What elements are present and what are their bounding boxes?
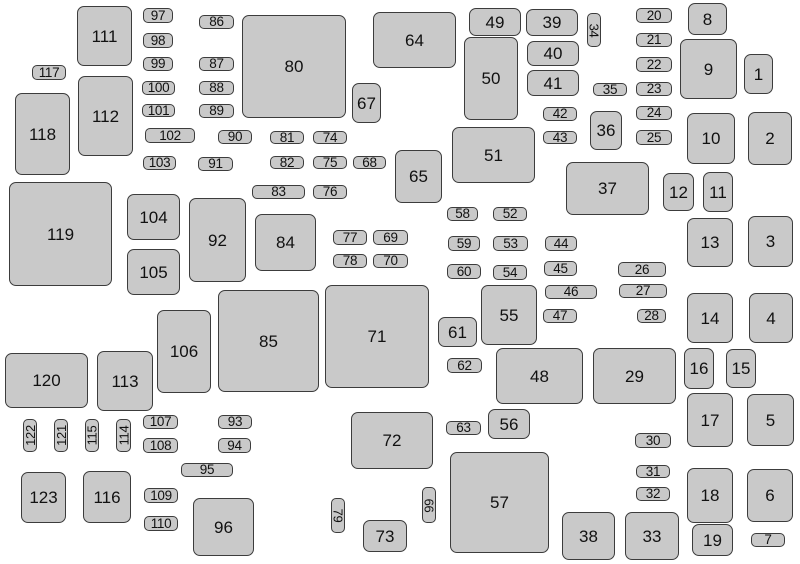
- fuse-box-61: [438, 317, 477, 347]
- fuse-box-103: [143, 156, 176, 170]
- fuse-box-label: 9: [703, 59, 714, 79]
- fuse-box-label: 47: [552, 308, 568, 324]
- fuse-box-60: [447, 264, 481, 279]
- fuse-box-49: [469, 8, 521, 36]
- fuse-box-label: 16: [689, 359, 709, 378]
- fuse-box-29: [593, 348, 676, 404]
- fuse-box-label: 123: [29, 488, 58, 507]
- fuse-box-123: [21, 472, 66, 523]
- fuse-box-75: [313, 156, 347, 169]
- fuse-box-label: 107: [149, 414, 172, 430]
- fuse-box-72: [351, 412, 433, 469]
- fuse-box-77: [333, 230, 367, 245]
- fuse-box-106: [157, 310, 211, 393]
- fuse-box-label: 6: [765, 486, 775, 505]
- fuse-box-111: [77, 6, 132, 66]
- fuse-box-label: 49: [485, 12, 505, 32]
- fuse-box-2: [748, 112, 792, 165]
- fuse-box-label: 5: [765, 410, 776, 430]
- fuse-box-label: 96: [214, 517, 233, 537]
- fuse-box-74: [313, 131, 347, 144]
- fuse-box-label: 48: [530, 366, 549, 386]
- fuse-box-label: 46: [563, 284, 579, 300]
- fuse-box-122: [23, 419, 37, 452]
- fuse-box-label: 40: [543, 44, 563, 63]
- fuse-box-label: 106: [169, 342, 199, 361]
- fuse-box-113: [97, 351, 153, 411]
- fuse-box-label: 17: [700, 410, 720, 430]
- fuse-box-label: 61: [448, 322, 467, 342]
- fuse-box-88: [199, 81, 234, 95]
- fuse-box-label: 12: [669, 182, 688, 202]
- fuse-box-label: 92: [208, 230, 227, 250]
- fuse-box-label: 59: [456, 235, 472, 251]
- fuse-box-76: [313, 185, 347, 199]
- fuse-box-label: 82: [279, 154, 295, 170]
- fuse-box-11: [703, 172, 733, 212]
- fuse-box-label: 73: [375, 526, 395, 546]
- fuse-box-17: [687, 393, 733, 447]
- fuse-box-label: 64: [405, 30, 424, 50]
- fuse-box-38: [562, 512, 615, 560]
- fuse-box-label: 51: [484, 145, 503, 165]
- fuse-box-4: [749, 293, 793, 343]
- fuse-box-label: 44: [553, 235, 569, 251]
- fuse-box-99: [143, 57, 173, 71]
- fuse-box-label: 119: [46, 224, 75, 244]
- fuse-box-label: 102: [159, 127, 181, 143]
- fuse-box-label: 63: [456, 420, 471, 436]
- fuse-box-42: [543, 107, 577, 121]
- fuse-box-label: 54: [502, 264, 518, 280]
- fuse-box-19: [692, 524, 733, 556]
- fuse-box-label: 77: [342, 229, 358, 245]
- fuse-box-30: [635, 433, 671, 448]
- fuse-box-16: [684, 348, 714, 389]
- fuse-box-97: [143, 8, 173, 23]
- fuse-box-63: [446, 421, 481, 435]
- fuse-box-label: 69: [383, 229, 398, 245]
- fuse-box-84: [255, 214, 316, 271]
- fuse-box-64: [373, 12, 456, 68]
- fuse-box-31: [636, 465, 670, 478]
- fuse-box-96: [193, 498, 254, 556]
- fuse-box-label: 28: [644, 308, 659, 324]
- fuse-box-label: 87: [209, 56, 224, 72]
- fuse-box-116: [83, 471, 131, 523]
- fuse-box-label: 21: [646, 32, 662, 48]
- fuse-box-label: 93: [227, 414, 243, 430]
- fuse-box-label: 115: [84, 425, 100, 446]
- fuse-box-71: [325, 285, 429, 388]
- fuse-box-label: 89: [209, 103, 224, 119]
- fuse-box-3: [748, 216, 793, 267]
- fuse-box-79: [331, 498, 345, 533]
- fuse-box-36: [590, 111, 622, 150]
- fuse-box-label: 74: [322, 129, 338, 145]
- fuse-box-label: 98: [150, 32, 166, 48]
- fuse-box-label: 3: [765, 232, 776, 251]
- fuse-box-73: [363, 520, 407, 552]
- fuse-box-label: 104: [139, 207, 168, 227]
- fuse-box-label: 95: [199, 462, 215, 478]
- fuse-box-101: [142, 104, 175, 117]
- fuse-box-68: [353, 156, 386, 169]
- fuse-box-85: [218, 290, 319, 392]
- fuse-box-label: 55: [499, 305, 519, 325]
- fuse-box-102: [145, 128, 195, 143]
- fuse-box-label: 57: [490, 493, 509, 512]
- fuse-box-43: [543, 131, 577, 144]
- fuse-box-8: [688, 3, 727, 35]
- fuse-box-33: [625, 512, 679, 560]
- fuse-box-label: 15: [731, 359, 751, 378]
- fuse-box-39: [526, 9, 578, 36]
- fuse-box-label: 23: [646, 81, 662, 97]
- fuse-box-label: 112: [91, 106, 120, 126]
- fuse-box-69: [373, 230, 408, 245]
- fuse-box-90: [218, 130, 252, 144]
- fuse-box-label: 34: [586, 23, 602, 37]
- fuse-box-47: [543, 309, 577, 323]
- fuse-box-86: [199, 15, 234, 29]
- fuse-box-label: 116: [93, 487, 121, 507]
- fuse-box-37: [566, 162, 649, 215]
- fuse-box-label: 31: [645, 463, 661, 479]
- fuse-box-78: [333, 254, 367, 268]
- fuse-box-label: 76: [322, 184, 338, 200]
- fuse-box-label: 11: [709, 182, 727, 202]
- fuse-box-59: [448, 236, 480, 251]
- fuse-box-65: [395, 150, 442, 203]
- fuse-box-label: 43: [552, 129, 568, 145]
- fuse-box-67: [352, 83, 381, 123]
- fuse-box-115: [85, 419, 99, 452]
- fuse-box-44: [545, 236, 577, 251]
- fuse-box-6: [747, 469, 793, 522]
- fuse-box-label: 121: [53, 425, 69, 446]
- fuse-box-label: 79: [330, 508, 346, 523]
- fuse-box-label: 62: [457, 357, 472, 373]
- fuse-box-label: 50: [481, 69, 501, 88]
- fuse-box-112: [78, 76, 133, 156]
- fuse-box-22: [636, 57, 672, 72]
- fuse-box-label: 122: [22, 425, 38, 446]
- fuse-box-94: [218, 438, 251, 453]
- fuse-box-label: 88: [209, 80, 224, 96]
- fuse-box-label: 53: [503, 235, 518, 251]
- fuse-box-62: [447, 358, 482, 373]
- fuse-box-label: 30: [645, 432, 661, 448]
- fuse-box-label: 66: [421, 498, 437, 512]
- fuse-box-41: [527, 70, 579, 96]
- fuse-box-label: 4: [766, 308, 776, 328]
- fuse-box-label: 110: [150, 515, 172, 531]
- fuse-box-114: [116, 419, 131, 452]
- fuse-box-32: [636, 487, 670, 501]
- fuse-box-label: 120: [32, 371, 61, 390]
- fuse-box-70: [373, 254, 408, 268]
- fuse-box-label: 38: [579, 526, 598, 546]
- fuse-box-label: 94: [227, 437, 242, 453]
- fuse-box-label: 78: [342, 253, 358, 269]
- fuse-box-7: [751, 533, 785, 547]
- fuse-box-93: [218, 415, 252, 429]
- fuse-box-label: 70: [383, 253, 398, 269]
- fuse-box-95: [181, 463, 233, 477]
- fuse-box-label: 10: [701, 129, 721, 148]
- fuse-box-label: 39: [542, 13, 562, 32]
- fuse-box-14: [687, 293, 733, 343]
- fuse-box-label: 19: [703, 530, 722, 550]
- fuse-box-119: [9, 182, 112, 286]
- fuse-box-label: 100: [147, 80, 170, 96]
- fuse-box-27: [619, 284, 667, 298]
- fuse-box-label: 52: [502, 206, 518, 222]
- fuse-box-89: [199, 104, 234, 118]
- fuse-box-109: [144, 488, 178, 503]
- fuse-box-80: [242, 15, 346, 118]
- fuse-box-label: 33: [642, 526, 662, 546]
- fuse-box-9: [680, 39, 737, 99]
- fuse-box-56: [488, 409, 530, 439]
- fuse-box-107: [143, 415, 178, 429]
- fuse-box-104: [127, 194, 180, 240]
- fuse-box-18: [687, 468, 733, 523]
- fuse-box-label: 7: [764, 532, 772, 548]
- fuse-box-54: [493, 265, 527, 280]
- fuse-box-26: [618, 262, 666, 277]
- fuse-box-label: 99: [150, 56, 166, 72]
- fuse-box-label: 13: [700, 233, 720, 252]
- fuse-box-51: [452, 127, 535, 183]
- fuse-box-53: [493, 236, 528, 251]
- fuse-box-55: [481, 285, 537, 345]
- fuse-box-13: [687, 218, 733, 267]
- fuse-box-label: 90: [227, 129, 243, 145]
- fuse-box-label: 83: [271, 184, 286, 200]
- fuse-box-46: [545, 285, 597, 299]
- fuse-box-83: [252, 185, 305, 199]
- fuse-box-label: 75: [322, 154, 338, 170]
- fuse-box-23: [636, 82, 672, 96]
- fuse-box-12: [663, 173, 694, 211]
- fuse-box-label: 20: [646, 7, 662, 23]
- fuse-box-5: [747, 394, 794, 446]
- fuse-box-91: [198, 157, 233, 171]
- fuse-box-label: 71: [367, 327, 387, 346]
- fuse-box-label: 109: [150, 487, 172, 503]
- fuse-box-label: 35: [602, 81, 618, 97]
- fuse-box-34: [587, 13, 601, 47]
- fuse-box-label: 2: [765, 129, 775, 148]
- fuse-box-92: [189, 198, 246, 282]
- fuse-box-label: 114: [116, 425, 132, 446]
- fuse-box-81: [270, 131, 304, 144]
- fuse-box-label: 25: [646, 129, 662, 145]
- fuse-box-label: 45: [553, 260, 568, 276]
- fuse-box-50: [464, 37, 518, 120]
- fuse-box-10: [687, 113, 735, 164]
- fuse-box-label: 8: [702, 9, 713, 29]
- fuse-box-25: [636, 130, 672, 145]
- fuse-box-label: 14: [700, 308, 720, 328]
- fuse-box-98: [143, 33, 173, 48]
- fuse-box-58: [447, 207, 478, 221]
- fuse-box-label: 72: [382, 431, 402, 450]
- fuse-box-label: 56: [499, 414, 519, 434]
- fuse-box-20: [636, 8, 672, 23]
- fuse-box-label: 36: [596, 121, 616, 140]
- fuse-box-label: 97: [150, 7, 166, 23]
- fuse-box-label: 84: [276, 233, 295, 252]
- fuse-box-label: 67: [357, 93, 376, 113]
- fuse-box-121: [54, 419, 68, 452]
- fuse-box-label: 27: [635, 283, 651, 299]
- fuse-box-105: [127, 249, 180, 295]
- fuse-box-40: [527, 41, 579, 66]
- fuse-box-label: 26: [634, 261, 650, 277]
- fuse-box-28: [637, 309, 666, 323]
- fuse-box-label: 118: [28, 124, 57, 144]
- fuse-box-label: 24: [646, 105, 662, 121]
- fuse-box-label: 105: [139, 262, 168, 282]
- fuse-box-label: 113: [111, 371, 139, 391]
- fuse-box-48: [496, 348, 583, 404]
- fuse-box-21: [636, 33, 672, 47]
- fuse-box-118: [15, 93, 70, 175]
- fuse-box-label: 91: [208, 156, 223, 172]
- fuse-box-66: [422, 487, 436, 523]
- fuse-box-label: 86: [209, 14, 224, 30]
- fuse-box-108: [143, 438, 178, 453]
- fuse-box-label: 101: [147, 102, 170, 118]
- fuse-box-label: 41: [543, 73, 563, 93]
- fuse-box-label: 111: [91, 26, 118, 46]
- fuse-box-35: [593, 83, 627, 96]
- fuse-box-117: [32, 65, 66, 80]
- fuse-box-label: 18: [700, 486, 720, 505]
- fuse-box-15: [726, 349, 756, 388]
- fuse-box-87: [199, 57, 234, 71]
- fuse-box-label: 108: [149, 437, 172, 453]
- fuse-box-label: 85: [259, 331, 278, 351]
- fuse-box-label: 68: [362, 154, 377, 170]
- fuse-box-label: 103: [148, 155, 171, 171]
- fuse-box-label: 1: [753, 64, 764, 84]
- fuse-box-120: [5, 353, 88, 408]
- fuse-box-label: 37: [598, 179, 617, 198]
- fuse-box-45: [544, 261, 577, 276]
- fuse-box-label: 60: [456, 263, 472, 279]
- fuse-box-label: 29: [625, 366, 644, 386]
- fuse-box-1: [744, 54, 773, 94]
- fuse-box-label: 22: [646, 56, 662, 72]
- fuse-box-label: 65: [409, 167, 428, 186]
- fuse-box-57: [450, 452, 549, 553]
- fuse-box-label: 117: [38, 64, 60, 80]
- fuse-box-label: 32: [645, 486, 661, 502]
- fuse-box-82: [270, 156, 304, 169]
- fuse-box-label: 42: [552, 106, 568, 122]
- fuse-box-label: 58: [455, 206, 470, 222]
- fuse-box-label: 80: [284, 57, 304, 76]
- fuse-box-110: [144, 516, 178, 531]
- fuse-box-label: 81: [279, 129, 295, 145]
- fuse-box-24: [636, 106, 672, 120]
- fuse-box-100: [142, 81, 175, 95]
- fuse-box-52: [493, 207, 527, 221]
